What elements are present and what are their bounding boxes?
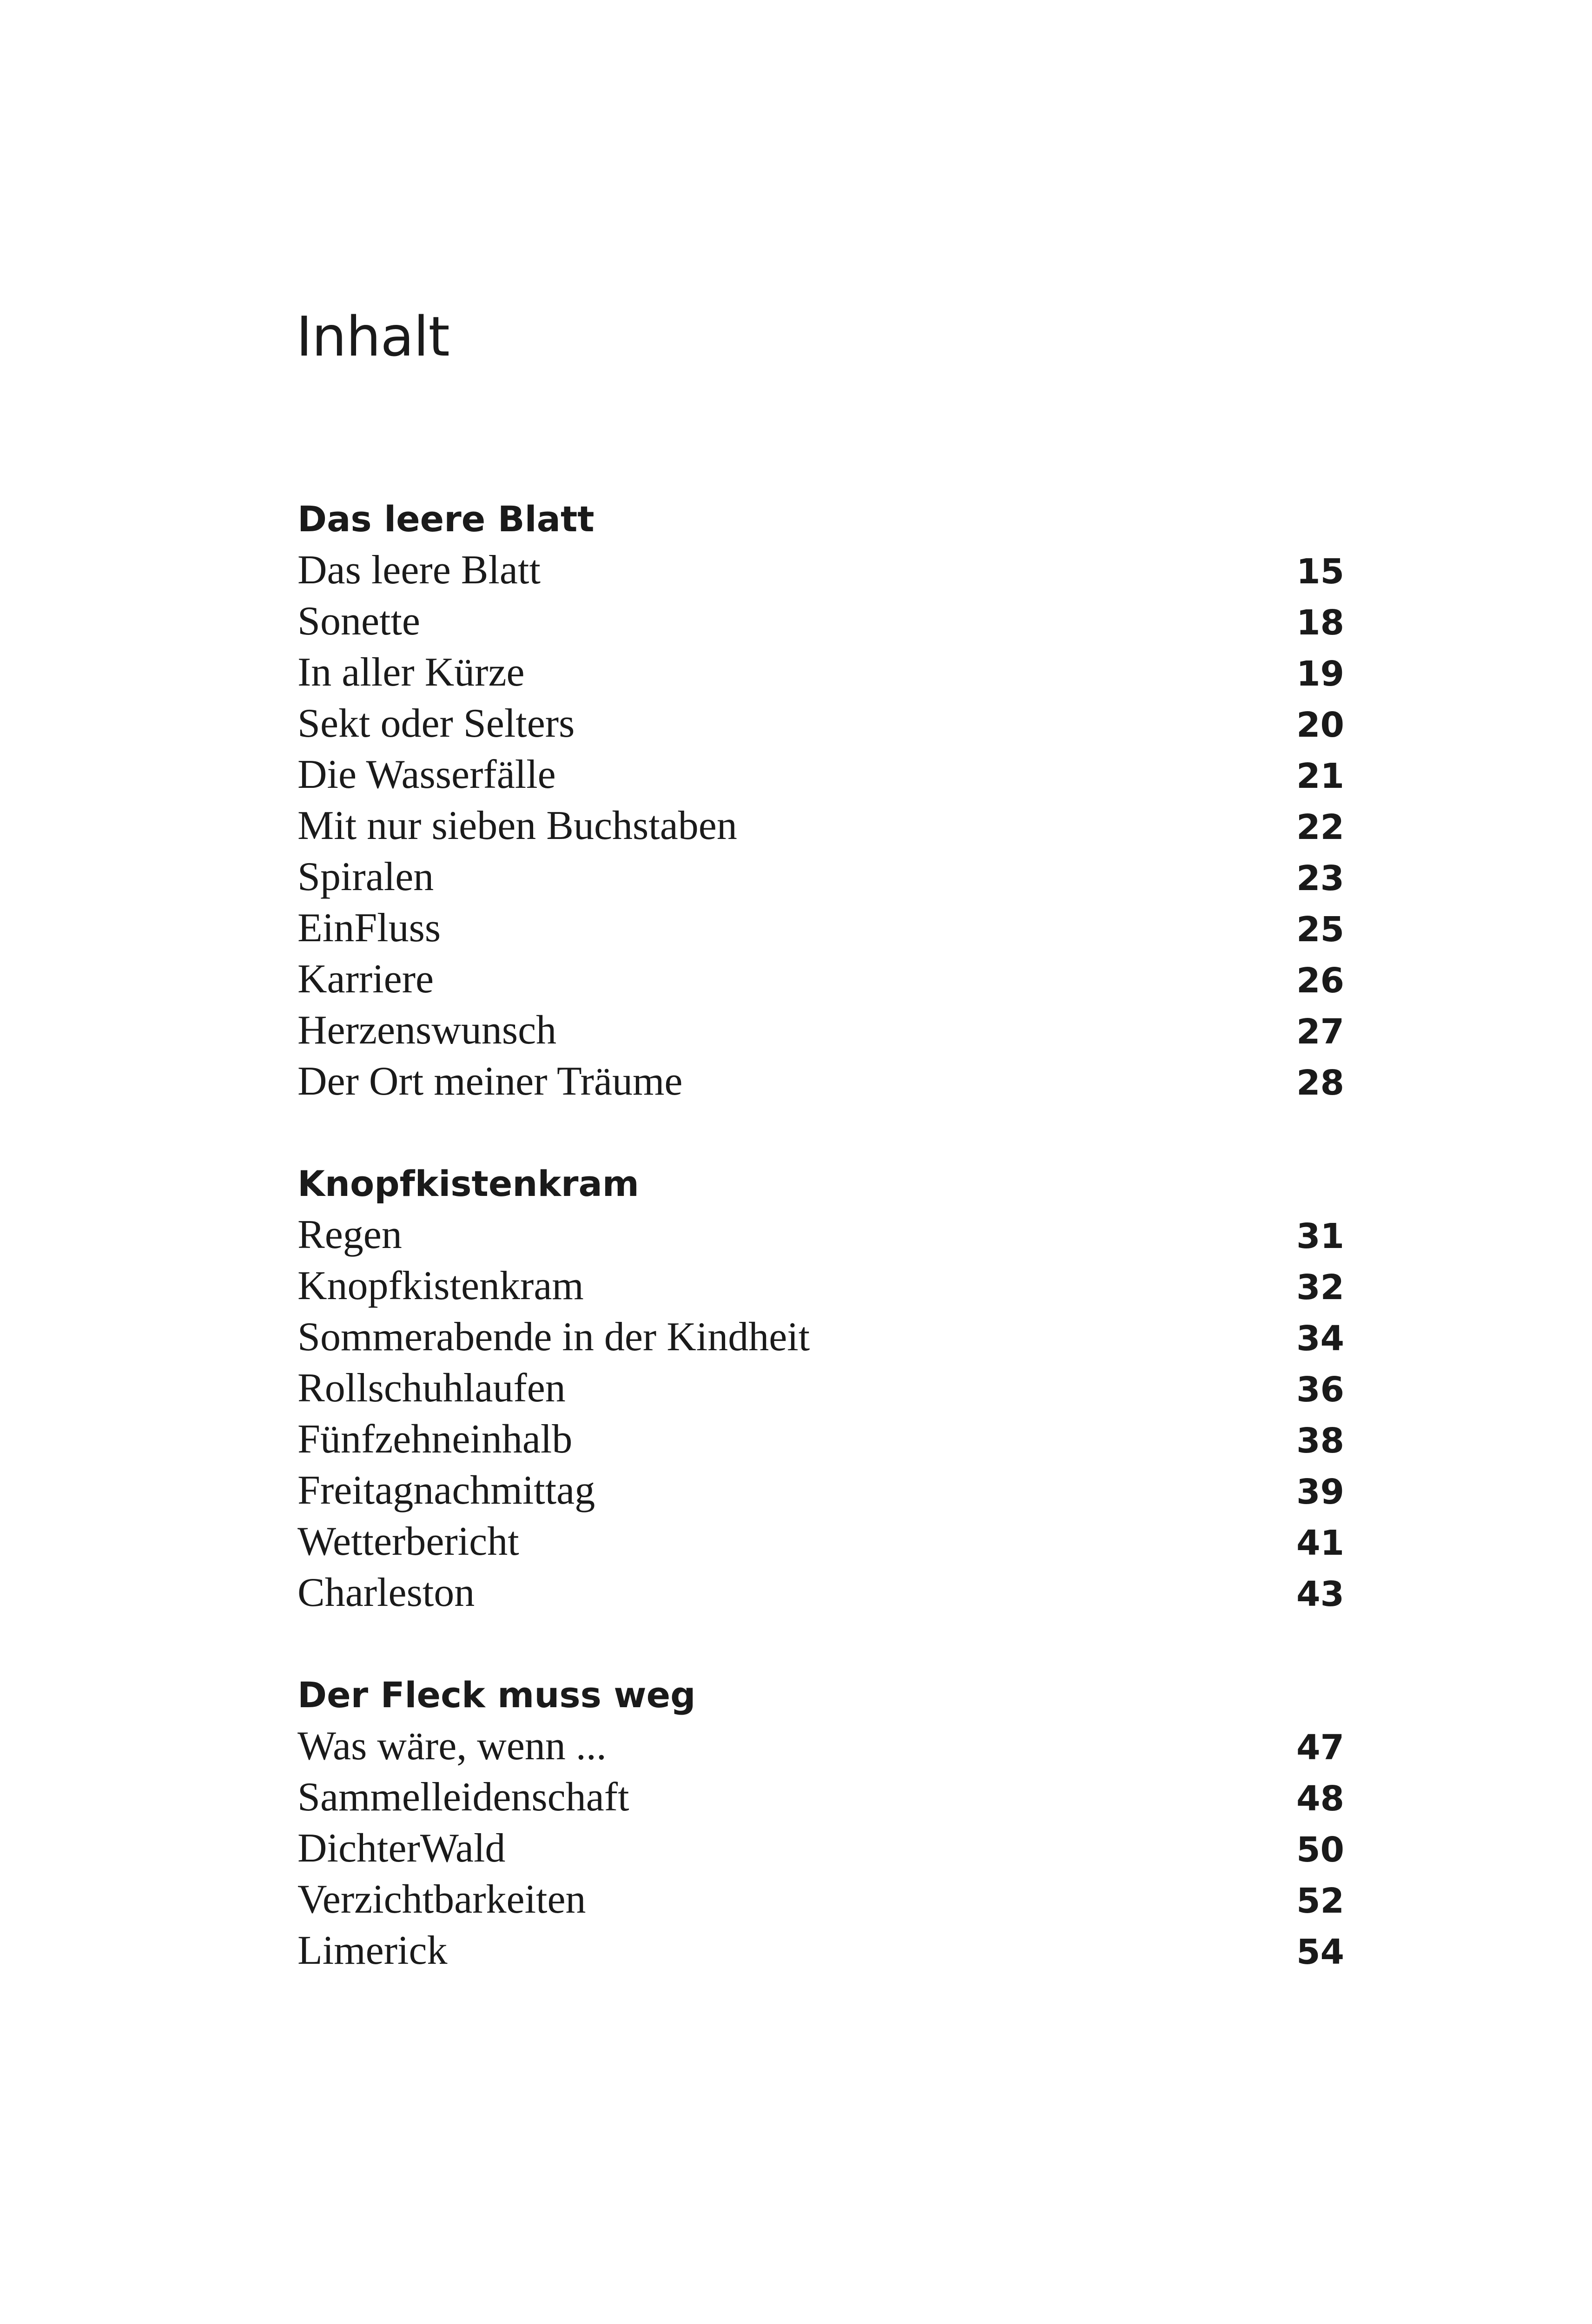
- entry-title: Sonette: [297, 599, 420, 644]
- entry-page-number: 15: [1296, 552, 1344, 592]
- entry-page-number: 38: [1296, 1421, 1344, 1461]
- toc-entry: [297, 1772, 1344, 1823]
- entry-page-number: 20: [1296, 705, 1344, 745]
- entry-title: Spiralen: [297, 854, 434, 899]
- toc-section: [297, 1158, 1344, 1618]
- entry-title: Die Wasserfälle: [297, 752, 556, 797]
- entry-page-number: 50: [1296, 1830, 1344, 1870]
- entry-page-number: 18: [1296, 603, 1344, 643]
- entry-page-number: 39: [1296, 1472, 1344, 1512]
- entry-page-number: 28: [1296, 1063, 1344, 1103]
- entry-title: EinFluss: [297, 905, 441, 951]
- toc-entry: [297, 1312, 1344, 1363]
- toc-entry: [297, 903, 1344, 954]
- entry-page-number: 52: [1296, 1881, 1344, 1921]
- toc-entry: [297, 1209, 1344, 1261]
- entry-title: Freitagnachmittag: [297, 1468, 595, 1513]
- entry-title: Das leere Blatt: [297, 548, 541, 593]
- entry-page-number: 48: [1296, 1779, 1344, 1819]
- toc-entry: [297, 749, 1344, 800]
- entry-page-number: 43: [1296, 1574, 1344, 1614]
- entry-title: DichterWald: [297, 1826, 506, 1871]
- toc-entry: [297, 1056, 1344, 1107]
- toc-entry: [297, 1465, 1344, 1516]
- entry-page-number: 26: [1296, 961, 1344, 1001]
- entry-title: Herzenswunsch: [297, 1008, 557, 1053]
- toc-entry: [297, 800, 1344, 852]
- entry-title: Fünfzehneinhalb: [297, 1417, 573, 1462]
- entry-page-number: 19: [1296, 654, 1344, 694]
- entry-title: In aller Kürze: [297, 650, 525, 695]
- entry-page-number: 27: [1296, 1012, 1344, 1052]
- entry-title: Charleston: [297, 1570, 475, 1615]
- toc-entry: [297, 1874, 1344, 1925]
- entry-title: Sammelleidenschaft: [297, 1775, 629, 1820]
- entry-page-number: 41: [1296, 1523, 1344, 1563]
- toc-entry: [297, 1823, 1344, 1874]
- entry-title: Rollschuhlaufen: [297, 1366, 566, 1411]
- entry-page-number: 21: [1296, 756, 1344, 796]
- toc-entry: [297, 1925, 1344, 1976]
- entry-page-number: 36: [1296, 1370, 1344, 1410]
- toc-entry: [297, 1363, 1344, 1414]
- entry-title: Knopfkistenkram: [297, 1263, 584, 1308]
- entry-page-number: 22: [1296, 807, 1344, 847]
- toc-entry: [297, 852, 1344, 903]
- toc-entry: [297, 1567, 1344, 1618]
- section-heading: Der Fleck muss weg: [297, 1674, 696, 1716]
- toc-entry: [297, 1261, 1344, 1312]
- toc-entry: [297, 647, 1344, 698]
- entry-title: Sekt oder Selters: [297, 701, 575, 746]
- entry-title: Was wäre, wenn ...: [297, 1723, 607, 1769]
- entry-title: Mit nur sieben Buchstaben: [297, 803, 737, 848]
- toc-section: [297, 494, 1344, 1107]
- entry-page-number: 32: [1296, 1268, 1344, 1307]
- entry-title: Regen: [297, 1212, 402, 1257]
- entry-title: Karriere: [297, 957, 434, 1002]
- entry-page-number: 34: [1296, 1319, 1344, 1359]
- entry-page-number: 31: [1296, 1216, 1344, 1256]
- section-heading: Knopfkistenkram: [297, 1163, 639, 1204]
- entry-page-number: 25: [1296, 910, 1344, 950]
- toc-entry: [297, 1005, 1344, 1056]
- toc-entry: [297, 545, 1344, 596]
- table-of-contents: [297, 494, 1344, 1976]
- entry-title: Limerick: [297, 1928, 448, 1973]
- toc-entry: [297, 1414, 1344, 1465]
- toc-entry: [297, 698, 1344, 749]
- entry-title: Sommerabende in der Kindheit: [297, 1314, 810, 1360]
- toc-entry: [297, 1721, 1344, 1772]
- page-title: Inhalt: [296, 304, 449, 369]
- toc-entry: [297, 1516, 1344, 1567]
- entry-page-number: 47: [1296, 1728, 1344, 1768]
- toc-entry: [297, 596, 1344, 647]
- entry-page-number: 23: [1296, 858, 1344, 898]
- entry-page-number: 54: [1296, 1932, 1344, 1972]
- section-heading: Das leere Blatt: [297, 498, 595, 540]
- toc-entry: [297, 954, 1344, 1005]
- entry-title: Verzichtbarkeiten: [297, 1877, 586, 1922]
- entry-title: Der Ort meiner Träume: [297, 1059, 683, 1104]
- entry-title: Wetterbericht: [297, 1519, 519, 1564]
- toc-section: [297, 1670, 1344, 1976]
